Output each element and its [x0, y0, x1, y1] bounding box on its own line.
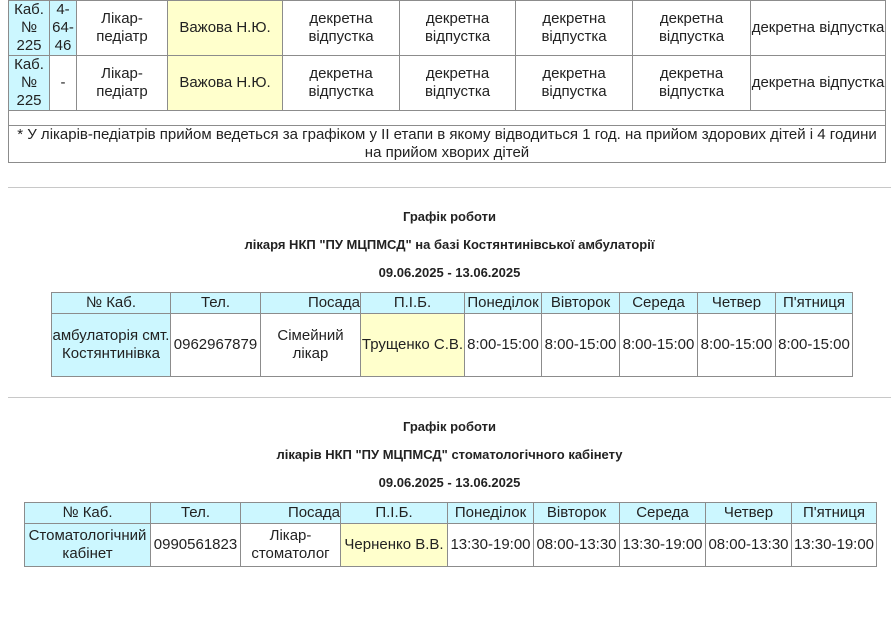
header-phone: Тел. — [151, 503, 241, 524]
day-cell: декретна відпустка — [283, 1, 400, 56]
day-cell: декретна відпустка — [400, 56, 516, 111]
dental-period: 09.06.2025 - 13.06.2025 — [378, 475, 521, 490]
header-tuesday: Вівторок — [542, 293, 620, 314]
empty-row — [9, 111, 886, 126]
day-cell: декретна відпустка — [751, 1, 886, 56]
header-friday: П'ятниця — [792, 503, 877, 524]
day-cell: декретна відпустка — [283, 56, 400, 111]
header-cabinet: № Каб. — [52, 293, 171, 314]
day-cell: декретна відпустка — [633, 56, 751, 111]
table-header-row — [25, 503, 877, 524]
header-friday: П'ятниця — [776, 293, 853, 314]
day-cell: декретна відпустка — [516, 1, 633, 56]
header-monday: Понеділок — [448, 503, 534, 524]
name-cell: Важова Н.Ю. — [168, 1, 283, 56]
phone-cell: - — [50, 56, 77, 111]
header-tuesday: Вівторок — [534, 503, 620, 524]
day-cell: 08:00-13:30 — [706, 524, 792, 567]
day-cell: 8:00-15:00 — [620, 314, 698, 377]
phone-cell: 0990561823 — [151, 524, 241, 567]
pediatric-schedule-table — [8, 0, 886, 163]
day-cell: декретна відпустка — [400, 1, 516, 56]
ambulatory-subtitle: лікаря НКП "ПУ МЦПМСД" на базі Костянтинівської амбулаторії — [244, 237, 655, 252]
day-cell: декретна відпустка — [633, 1, 751, 56]
table-row — [52, 314, 853, 377]
day-cell: декретна відпустка — [751, 56, 886, 111]
position-cell: Лікар-педіатр — [77, 1, 168, 56]
pediatric-note: * У лікарів-педіатрів прийом ведеться за графіком у ІІ етапи в якому відводиться 1 год. на прийом здорових дітей і 4 години на прийом хворих дітей — [9, 126, 886, 163]
cabinet-cell: Каб. № 225 — [9, 1, 50, 56]
day-cell: 8:00-15:00 — [698, 314, 776, 377]
day-cell: 08:00-13:30 — [534, 524, 620, 567]
cabinet-cell: амбулаторія смт. Костянтинівка — [52, 314, 171, 377]
note-row — [9, 126, 886, 163]
table-header-row — [52, 293, 853, 314]
header-monday: Понеділок — [465, 293, 542, 314]
divider — [8, 187, 891, 188]
header-name: П.І.Б. — [361, 293, 465, 314]
header-name: П.І.Б. — [341, 503, 448, 524]
position-cell: Сімейний лікар — [261, 314, 361, 377]
divider — [8, 397, 891, 398]
day-cell: 8:00-15:00 — [776, 314, 853, 377]
day-cell: 13:30-19:00 — [448, 524, 534, 567]
header-wednesday: Середа — [620, 293, 698, 314]
dental-title: Графік роботи — [402, 419, 497, 434]
ambulatory-title: Графік роботи — [402, 209, 497, 224]
cabinet-cell: Каб. № 225 — [9, 56, 50, 111]
table-row — [9, 56, 886, 111]
header-phone: Тел. — [171, 293, 261, 314]
day-cell: 8:00-15:00 — [465, 314, 542, 377]
day-cell: 13:30-19:00 — [792, 524, 877, 567]
name-cell: Трущенко С.В. — [361, 314, 465, 377]
day-cell: 13:30-19:00 — [620, 524, 706, 567]
phone-cell: 4-64-46 — [50, 1, 77, 56]
cabinet-cell: Стоматологічний кабінет — [25, 524, 151, 567]
name-cell: Черненко В.В. — [341, 524, 448, 567]
phone-cell: 0962967879 — [171, 314, 261, 377]
header-thursday: Четвер — [698, 293, 776, 314]
dental-subtitle: лікарів НКП "ПУ МЦПМСД" стоматологічного кабінету — [276, 447, 623, 462]
header-thursday: Четвер — [706, 503, 792, 524]
header-position: Посада — [261, 293, 361, 314]
header-position: Посада — [241, 503, 341, 524]
day-cell: 8:00-15:00 — [542, 314, 620, 377]
ambulatory-schedule-table — [51, 292, 853, 377]
position-cell: Лікар-стоматолог — [241, 524, 341, 567]
day-cell: декретна відпустка — [516, 56, 633, 111]
empty-cell — [9, 111, 886, 126]
header-cabinet: № Каб. — [25, 503, 151, 524]
ambulatory-period: 09.06.2025 - 13.06.2025 — [378, 265, 521, 280]
table-row — [25, 524, 877, 567]
name-cell: Важова Н.Ю. — [168, 56, 283, 111]
position-cell: Лікар-педіатр — [77, 56, 168, 111]
dental-schedule-table — [24, 502, 877, 567]
table-row — [9, 1, 886, 56]
header-wednesday: Середа — [620, 503, 706, 524]
